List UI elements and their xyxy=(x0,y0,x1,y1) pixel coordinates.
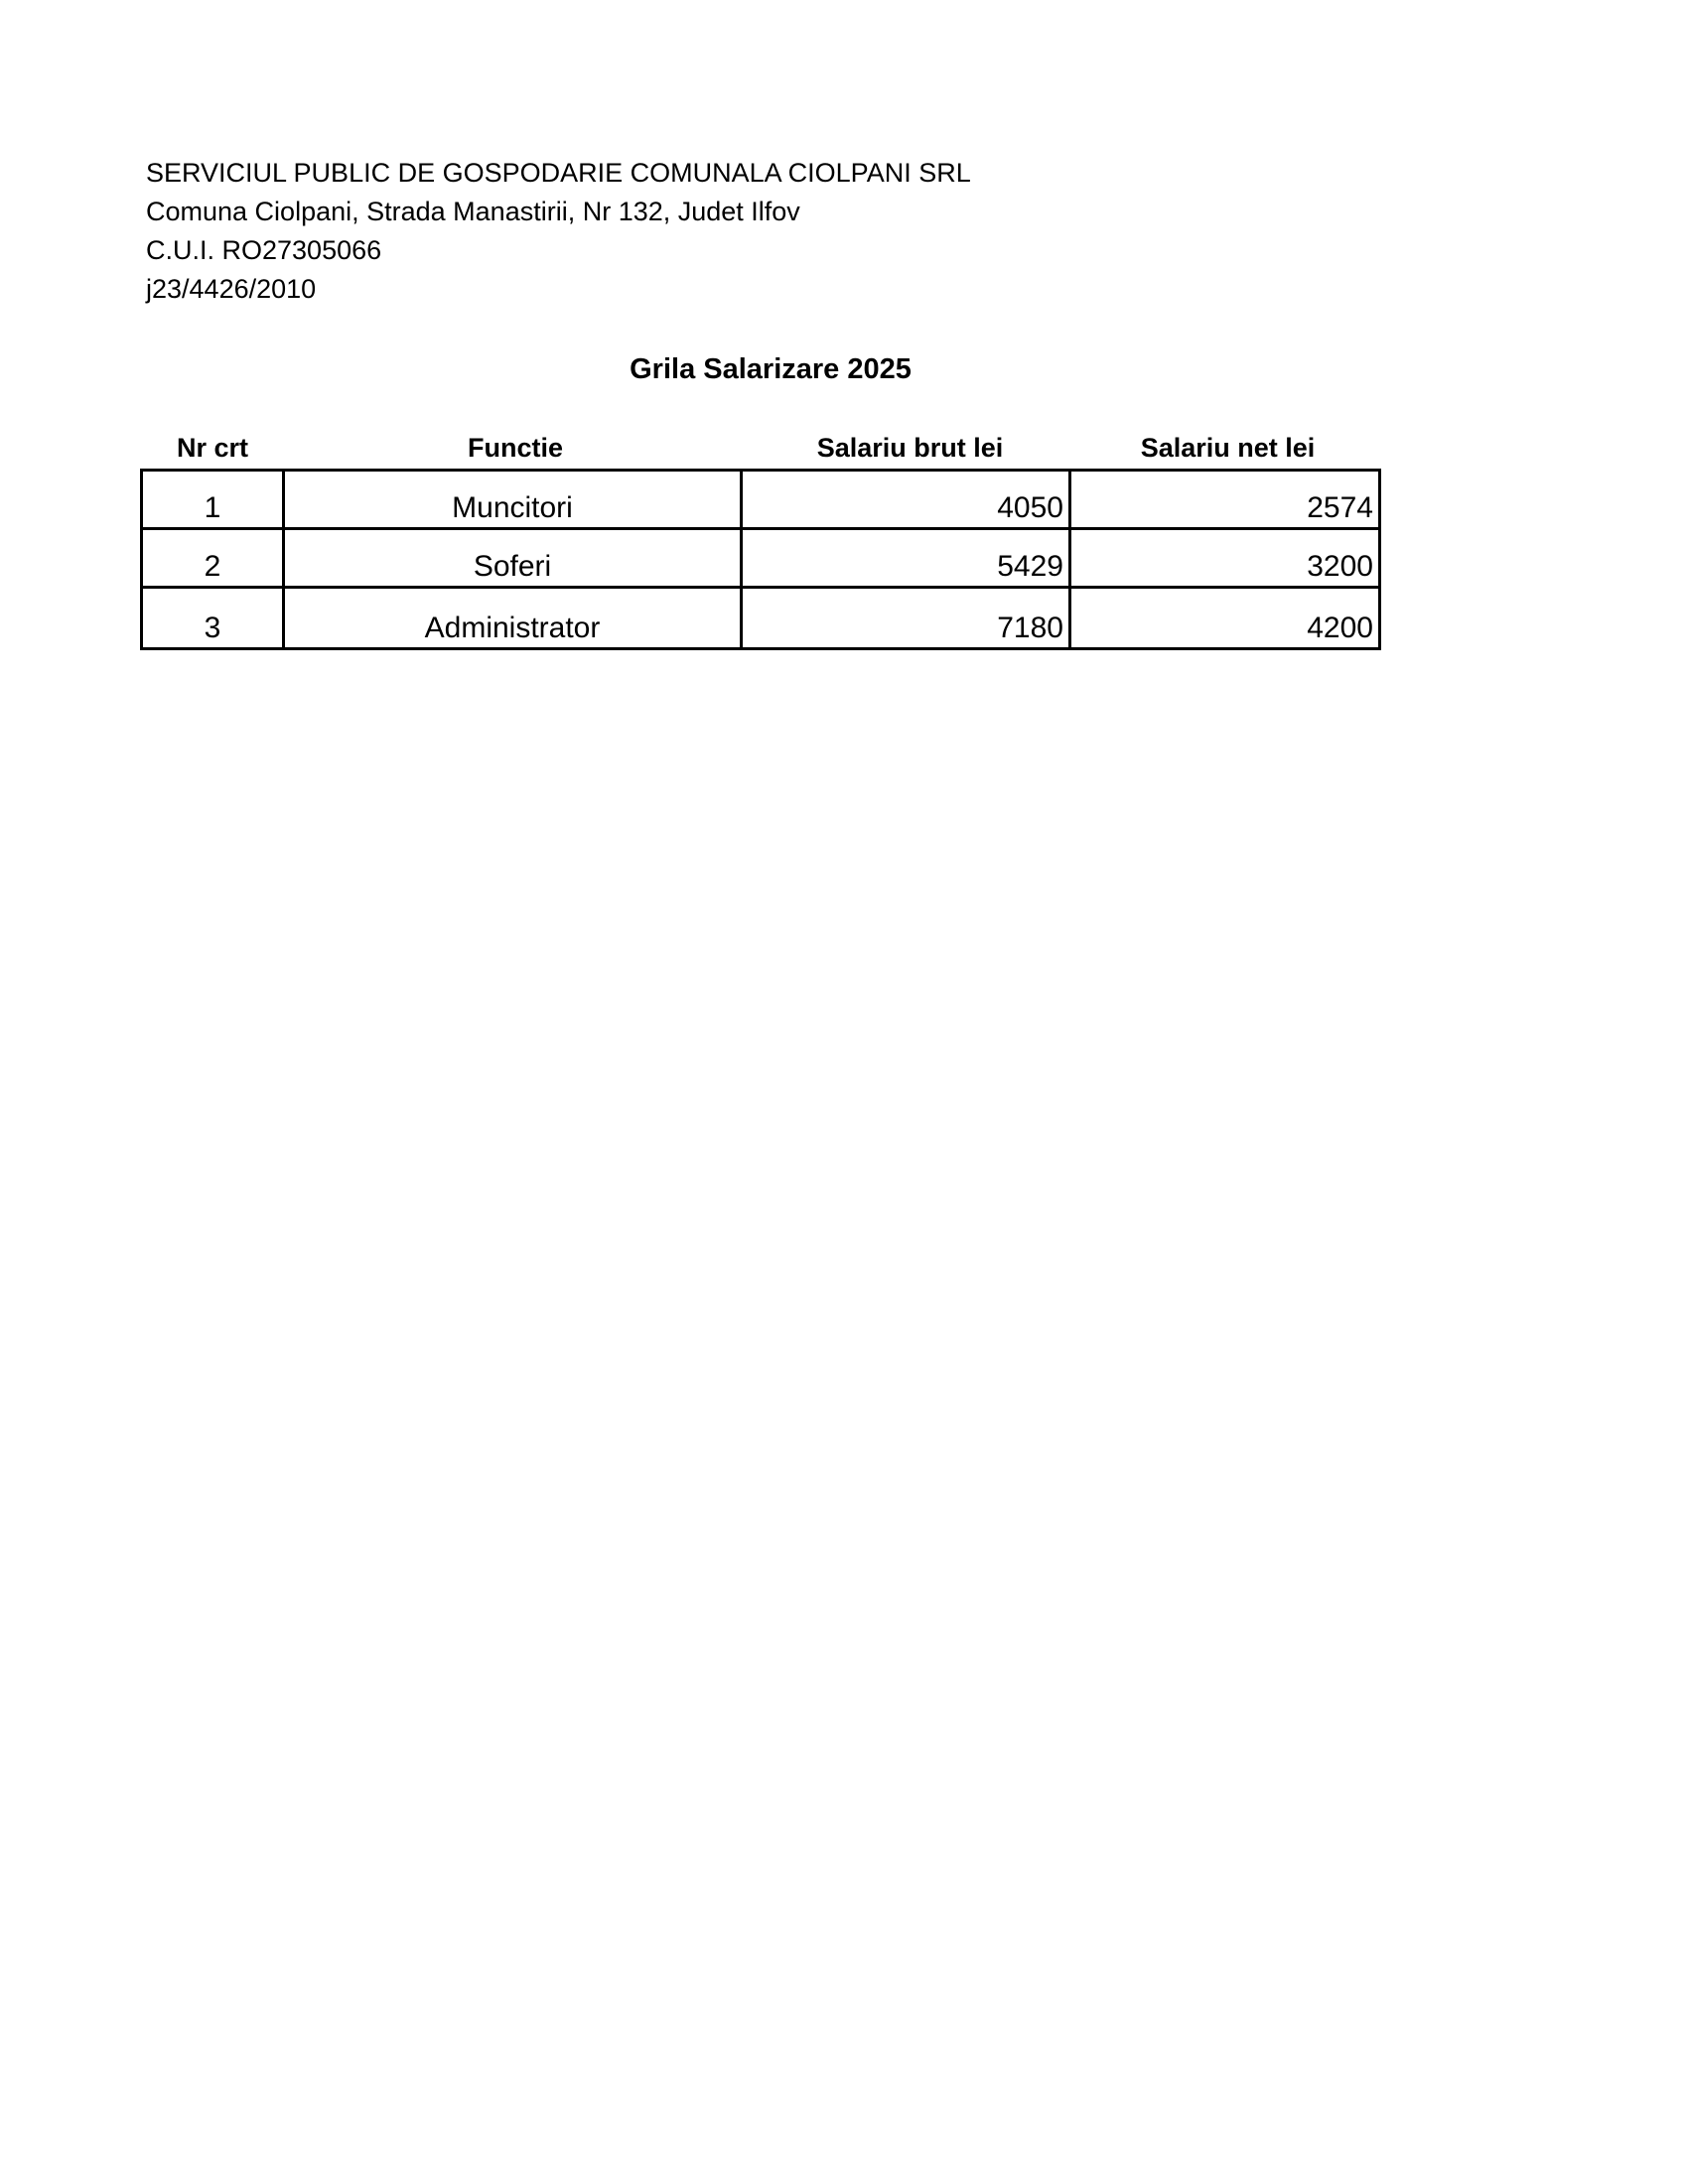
row1-functie: Muncitori xyxy=(285,472,743,530)
row2-salariu-brut: 5429 xyxy=(743,530,1071,589)
row2-salariu-net: 3200 xyxy=(1071,530,1378,589)
salary-table xyxy=(140,469,1381,650)
company-name: SERVICIUL PUBLIC DE GOSPODARIE COMUNALA CIOLPANI SRL xyxy=(146,158,971,188)
company-address: Comuna Ciolpani, Strada Manastirii, Nr 132, Judet Ilfov xyxy=(146,197,800,226)
header-salariu-net: Salariu net lei xyxy=(1140,433,1316,463)
row3-functie: Administrator xyxy=(285,589,743,647)
header-nr-crt: Nr crt xyxy=(176,433,249,463)
header-salariu-brut: Salariu brut lei xyxy=(816,433,1004,463)
row1-salariu-net: 2574 xyxy=(1071,472,1378,530)
company-header xyxy=(146,154,971,309)
row2-nr: 2 xyxy=(143,530,285,589)
row1-nr: 1 xyxy=(143,472,285,530)
row3-salariu-net: 4200 xyxy=(1307,611,1373,644)
row2-functie: Soferi xyxy=(285,530,743,589)
company-registration: j23/4426/2010 xyxy=(146,274,317,304)
row3-nr: 3 xyxy=(143,589,285,647)
table-column-headers xyxy=(140,433,1381,464)
page-title: Grila Salarizare 2025 xyxy=(630,353,912,385)
company-cui: C.U.I. RO27305066 xyxy=(146,235,382,265)
row3-salariu-brut: 7180 xyxy=(743,589,1071,647)
row1-salariu-brut: 4050 xyxy=(743,472,1071,530)
header-functie: Functie xyxy=(467,433,563,463)
